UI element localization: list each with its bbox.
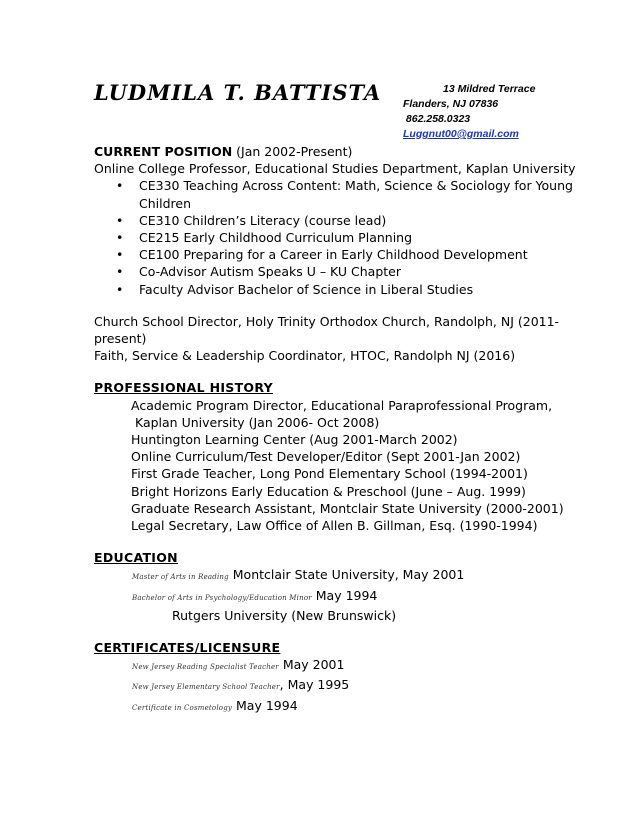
list-item: • CE310 Children’s Literacy (course lead): [128, 212, 594, 229]
certificate-detail: May 2001: [278, 657, 345, 673]
certificate-row: [94, 676, 594, 696]
certificate-detail: May 1994: [232, 697, 298, 713]
list-item: • CE330 Teaching Across Content: Math, Science & Sociology for Young Children: [128, 177, 594, 211]
list-item: • CE100 Preparing for a Career in Early Childhood Development: [128, 246, 594, 263]
certificate-script: Certificate in Cosmetology: [132, 703, 233, 712]
certificate-row: [94, 656, 594, 676]
contact-phone: 862.258.0323: [403, 113, 471, 125]
degree-detail: May 1994: [311, 587, 378, 603]
resume-name: LUDMILA T. BATTISTA: [94, 80, 382, 105]
history-list: [94, 397, 594, 535]
list-item: • CE215 Early Childhood Curriculum Planning: [128, 229, 594, 246]
list-item: Academic Program Director, Educational Paraprofessional Program,: [131, 397, 553, 413]
contact-street: 13 Mildred Terrace: [443, 83, 536, 95]
certificate-script: New Jersey Elementary School Teacher: [132, 683, 280, 692]
education-row: [94, 587, 594, 607]
education-row: [94, 566, 594, 586]
current-position-dates: (Jan 2002-Present): [236, 144, 353, 159]
list-item: First Grade Teacher, Long Pond Elementary School (1994-2001): [131, 466, 528, 482]
list-item: Huntington Learning Center (Aug 2001-March 2002): [131, 432, 458, 448]
certificates-heading: CERTIFICATES/LICENSURE: [94, 640, 281, 656]
list-item: • Co-Advisor Autism Speaks U – KU Chapter: [128, 263, 594, 280]
current-position-heading-line: [94, 143, 594, 160]
contact-email-link[interactable]: Luggnut00@gmail.com: [403, 128, 519, 140]
list-item: • Faculty Advisor Bachelor of Science in Liberal Studies: [128, 281, 594, 298]
current-role: Online College Professor, Educational Studies Department, Kaplan University: [94, 161, 576, 177]
faith-role: Faith, Service & Leadership Coordinator, HTOC, Randolph NJ (2016): [94, 348, 516, 364]
education-heading: EDUCATION: [94, 550, 178, 566]
resume-body: [94, 143, 594, 717]
course-list: [94, 177, 594, 297]
degree-detail: Montclair State University, May 2001: [228, 567, 465, 583]
contact-block: [403, 82, 603, 142]
contact-city: Flanders, NJ 07836: [403, 98, 499, 110]
current-position-heading: CURRENT POSITION: [94, 144, 233, 159]
degree-script: Bachelor of Arts in Psychology/Education Minor: [132, 593, 312, 602]
list-item: Legal Secretary, Law Office of Allen B. Gillman, Esq. (1990-1994): [131, 518, 538, 534]
list-item: Bright Horizons Early Education & Preschool (June – Aug. 1999): [131, 483, 526, 499]
certificate-script: New Jersey Reading Specialist Teacher: [132, 663, 279, 672]
certificate-detail: , May 1995: [279, 677, 350, 693]
list-item: Graduate Research Assistant, Montclair State University (2000-2001): [131, 500, 564, 516]
education-school: Rutgers University (New Brunswick): [172, 607, 397, 623]
history-heading: PROFESSIONAL HISTORY: [94, 380, 273, 396]
list-item: Online Curriculum/Test Developer/Editor (Sept 2001-Jan 2002): [131, 449, 521, 465]
list-item: Kaplan University (Jan 2006- Oct 2008): [131, 414, 380, 430]
certificate-row: [94, 697, 594, 717]
church-role: Church School Director, Holy Trinity Orthodox Church, Randolph, NJ (2011-present): [94, 313, 560, 347]
degree-script: Master of Arts in Reading: [132, 573, 229, 582]
